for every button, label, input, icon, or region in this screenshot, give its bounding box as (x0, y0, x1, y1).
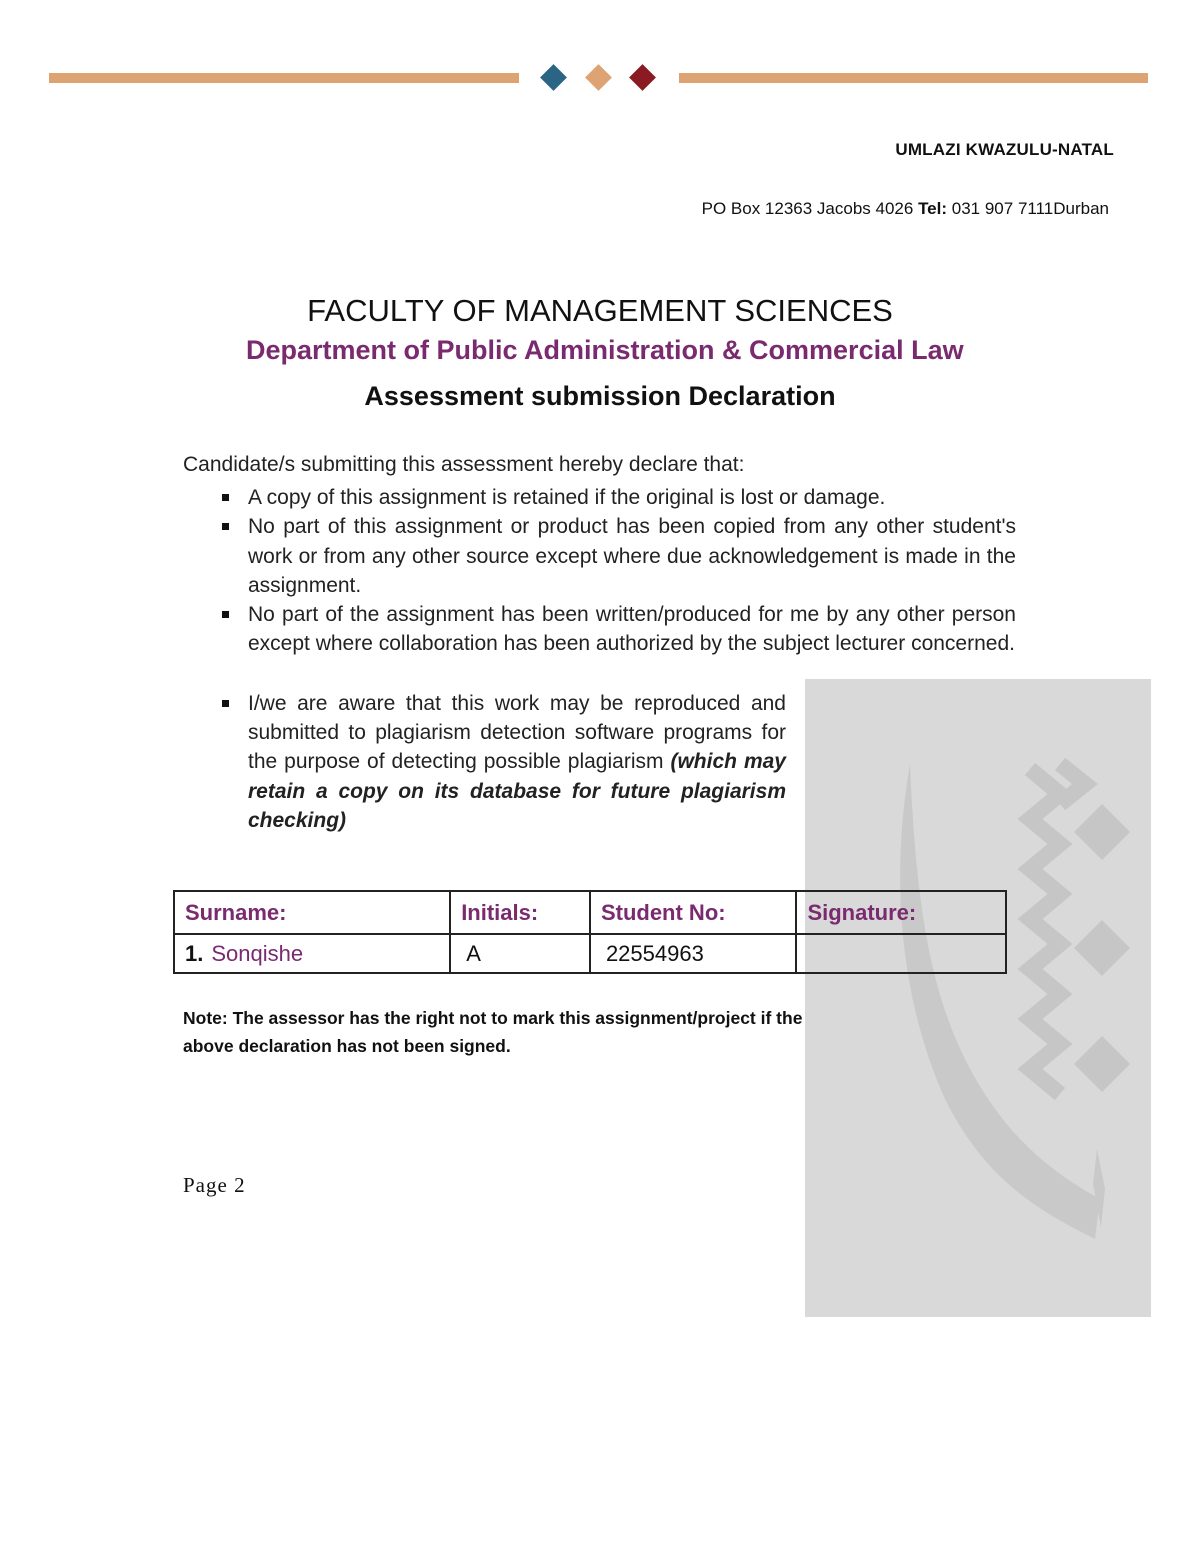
declaration-intro: Candidate/s submitting this assessment hereby declare that: (183, 453, 745, 476)
list-item (183, 689, 786, 835)
list-item (183, 600, 1016, 659)
student-details-table (173, 890, 1007, 974)
cell-signature[interactable] (796, 934, 1006, 973)
faculty-title (0, 293, 1200, 329)
header-signature: Signature: (796, 891, 1006, 934)
address-line (702, 199, 1109, 219)
list-item-text: No part of the assignment has been written/produced for me by any other person except where collaboration has been authorized by the subject lecturer concerned. (248, 603, 1016, 656)
tan-diamond-icon (585, 64, 612, 91)
list-item-text: No part of this assignment or product has been copied from any other student's work or from any other source except where due acknowledgement is made in the assignment. (248, 515, 1016, 597)
list-item-text: I/we are aware that this work may be reproduced and submitted to plagiarism detection software programs for the purpose of detecting possible plagiarism (248, 691, 786, 774)
header-rule-left (49, 73, 519, 83)
bullet-square-icon (222, 700, 229, 707)
assessor-note: Note: The assessor has the right not to mark this assignment/project if the above declaration has not been signed. (183, 1008, 803, 1056)
table-row (174, 934, 1006, 973)
table-header-row (174, 891, 1006, 934)
red-diamond-icon (629, 64, 656, 91)
list-item-emphasis: (which may retain a copy on its database for future plagiarism checking) (248, 750, 786, 832)
bullet-square-icon (222, 523, 229, 530)
cell-initials: A (450, 934, 590, 973)
bullet-square-icon (222, 611, 229, 618)
cell-surname (174, 934, 450, 973)
header-rule-right (679, 73, 1148, 83)
header-student-no: Student No: (590, 891, 797, 934)
faculty-title-text: FACULTY OF MANAGEMENT SCIENCES (307, 293, 893, 328)
department-title: Department of Public Administration & Commercial Law (246, 335, 964, 365)
surname-value: Sonqishe (211, 940, 304, 966)
header-surname: Surname: (174, 891, 450, 934)
blue-diamond-icon (540, 64, 567, 91)
bullet-square-icon (222, 494, 229, 501)
tel-label: Tel: (918, 199, 948, 218)
row-number: 1. (185, 940, 204, 966)
declaration-list (183, 483, 1016, 835)
declaration-title: Assessment submission Declaration (364, 381, 836, 411)
cell-student-no: 22554963 (590, 934, 797, 973)
list-item (183, 483, 1013, 512)
phone-city: 031 907 7111Durban (951, 199, 1109, 218)
list-item-text: A copy of this assignment is retained if the original is lost or damage. (248, 486, 886, 509)
list-item (183, 512, 1016, 600)
postal-address: PO Box 12363 Jacobs 4026 (701, 199, 914, 218)
header-initials: Initials: (450, 891, 590, 934)
city-line: UMLAZI KWAZULU-NATAL (895, 140, 1114, 159)
page-number: Page 2 (183, 1173, 246, 1197)
